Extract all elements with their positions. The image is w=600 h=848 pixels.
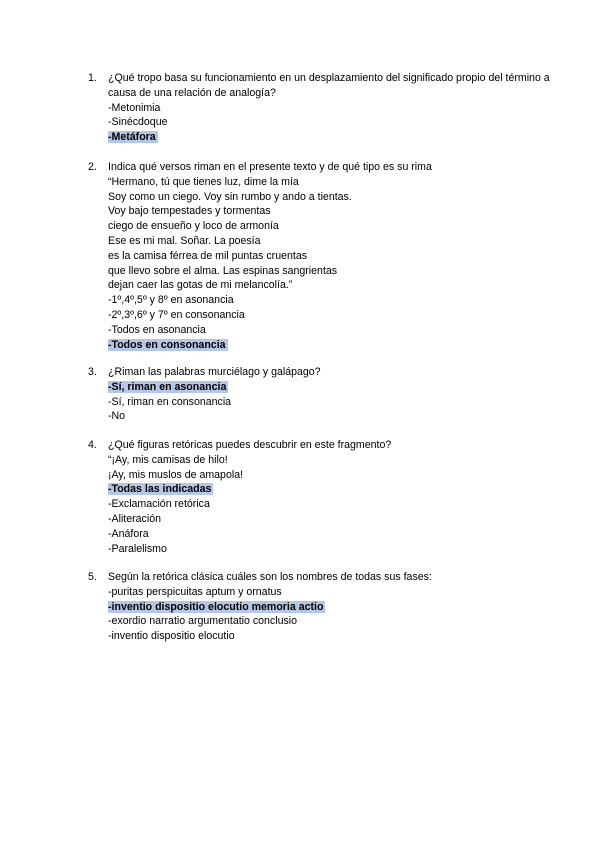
- answer-highlight: -Metáfora: [108, 131, 156, 144]
- question-prompt: ¿Qué figuras retóricas puedes descubrir en este fragmento?: [108, 439, 392, 451]
- question-2: [88, 160, 558, 352]
- quote-line: es la camisa férrea de mil puntas cruentas: [108, 249, 308, 262]
- correct-answer-option: [108, 338, 558, 353]
- question-5: [88, 570, 558, 644]
- correct-answer-option: [108, 600, 558, 615]
- answer-option: -Paralelismo: [108, 542, 167, 555]
- question-number: 3.: [88, 366, 97, 378]
- answer-option: -Anáfora: [108, 527, 149, 540]
- question-number: 4.: [88, 439, 97, 451]
- answer-option: -Aliteración: [108, 512, 161, 525]
- answer-option: -Exclamación retórica: [108, 498, 210, 511]
- answer-highlight: -Sí, riman en asonancia: [108, 380, 227, 393]
- answer-option: -1º,4º,5º y 8º en asonancia: [108, 294, 234, 307]
- answer-highlight: -Todos en consonancia: [108, 338, 226, 351]
- answer-option: -inventio dispositio elocutio: [108, 630, 235, 643]
- correct-answer-option: [108, 380, 558, 395]
- question-1: [88, 71, 558, 145]
- correct-answer-option: [108, 482, 558, 497]
- answer-option: -2º,3º,6º y 7º en consonancia: [108, 308, 245, 321]
- answer-option: -No: [108, 410, 126, 423]
- question-number: 1.: [88, 72, 97, 84]
- quote-line: “¡Ay, mis camisas de hilo!: [108, 453, 228, 466]
- answer-option: -exordio narratio argumentatio conclusio: [108, 615, 298, 628]
- quote-line: ciego de ensueño y loco de armonía: [108, 220, 279, 233]
- question-4: [88, 438, 558, 556]
- answer-option: -Metonimia: [108, 101, 161, 114]
- quote-line: Ese es mi mal. Soñar. La poesía: [108, 234, 261, 247]
- quote-line: que llevo sobre el alma. Las espinas sangrientas: [108, 264, 338, 277]
- question-number: 2.: [88, 161, 97, 173]
- answer-option: -Sí, riman en consonancia: [108, 395, 232, 408]
- question-prompt: Según la retórica clásica cuáles son los nombres de todas sus fases:: [108, 571, 432, 583]
- answer-option: -Todos en asonancia: [108, 323, 206, 336]
- question-prompt: ¿Riman las palabras murciélago y galápago?: [108, 366, 321, 378]
- correct-answer-option: [108, 130, 558, 145]
- quote-line: dejan caer las gotas de mi melancolía.”: [108, 279, 293, 292]
- answer-highlight: -Todas las indicadas: [108, 483, 212, 496]
- answer-highlight: -inventio dispositio elocutio memoria actio: [108, 600, 324, 613]
- quote-line: Voy bajo tempestades y tormentas: [108, 205, 271, 218]
- quote-line: “Hermano, tú que tienes luz, dime la mía: [108, 175, 299, 188]
- question-prompt: ¿Qué tropo basa su funcionamiento en un desplazamiento del significado propio del término a causa de una relación de analogía?: [108, 72, 550, 99]
- question-number: 5.: [88, 571, 97, 583]
- answer-option: -puritas perspicuitas aptum y ornatus: [108, 585, 282, 598]
- quote-line: Soy como un ciego. Voy sin rumbo y ando a tientas.: [108, 190, 352, 203]
- quote-line: ¡Ay, mis muslos de amapola!: [108, 468, 244, 481]
- answer-option: -Sinécdoque: [108, 116, 168, 129]
- question-3: [88, 365, 558, 424]
- question-prompt: Indica qué versos riman en el presente texto y de qué tipo es su rima: [108, 161, 432, 173]
